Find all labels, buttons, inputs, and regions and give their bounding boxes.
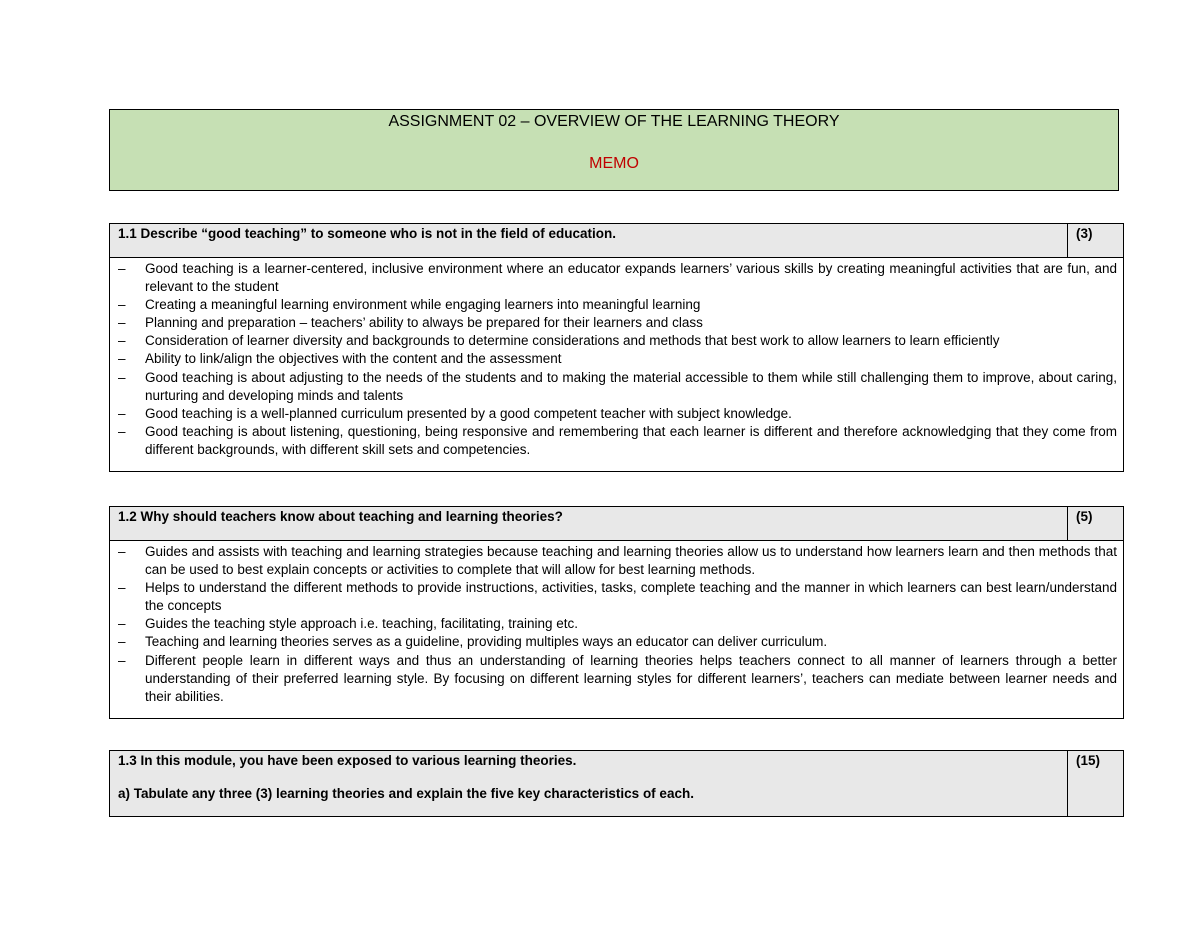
question-1-2-text: 1.2 Why should teachers know about teaching and learning theories?	[118, 509, 563, 524]
question-1-1-table	[109, 223, 1124, 472]
bullet-dash: –	[118, 297, 126, 313]
answer-item: – Good teaching is a learner-centered, inclusive environment where an educator expands learners’ various skills by creating meaningful activities that are fun, and relevant to the student	[118, 261, 1117, 295]
question-1-1-header	[110, 224, 1123, 258]
question-1-1-text: 1.1 Describe “good teaching” to someone who is not in the field of education.	[118, 226, 617, 241]
answer-item: – Different people learn in different ways and thus an understanding of learning theories helps teachers connect to all manner of learners through a better understanding of their preferred learning style. By focusing on different learning styles for different learners’, teachers can mediate between learner needs and their abilities.	[118, 652, 1117, 704]
bullet-dash: –	[118, 423, 126, 439]
bullet-dash: –	[118, 580, 126, 596]
question-1-1-answers	[110, 258, 1123, 471]
question-1-2-answers	[110, 541, 1123, 718]
answer-item: – Planning and preparation – teachers’ ability to always be prepared for their learners and class	[116, 314, 1117, 332]
bullet-dash: –	[118, 333, 126, 349]
answer-item: – Good teaching is about adjusting to the needs of the students and to making the material accessible to them while still challenging them to improve, about caring, nurturing and developing minds and talents	[118, 369, 1117, 403]
answer-item: – Ability to link/align the objectives with the content and the assessment	[116, 350, 1117, 368]
question-1-1-marks: (3)	[1067, 224, 1123, 257]
question-1-3-table	[109, 750, 1124, 817]
question-1-3-subprompt: a) Tabulate any three (3) learning theories and explain the five key characteristics of each.	[118, 786, 694, 801]
question-1-3-text	[110, 751, 1067, 816]
question-1-3-prompt: 1.3 In this module, you have been exposed to various learning theories.	[118, 753, 577, 768]
question-1-2-header	[110, 507, 1123, 541]
answer-item: – Consideration of learner diversity and backgrounds to determine considerations and methods that best work to allow learners to learn efficiently	[116, 332, 1117, 350]
question-1-3-header	[110, 751, 1123, 816]
bullet-dash: –	[118, 351, 126, 367]
bullet-dash: –	[118, 405, 126, 421]
answer-item: – Helps to understand the different methods to provide instructions, activities, tasks, complete teaching and the manner in which learners can best learn/understand the concepts	[118, 580, 1117, 614]
bullet-dash: –	[118, 616, 126, 632]
bullet-dash: –	[118, 315, 126, 331]
memo-label: MEMO	[589, 155, 639, 172]
answer-item: – Guides the teaching style approach i.e. teaching, facilitating, training etc.	[116, 615, 1117, 633]
question-1-2-table	[109, 506, 1124, 719]
assignment-title-box	[109, 109, 1119, 191]
answer-item: – Good teaching is about listening, questioning, being responsive and remembering that each learner is different and therefore acknowledging that they come from different backgrounds, with different skill sets and competencies.	[118, 423, 1117, 457]
bullet-dash: –	[118, 652, 126, 668]
answer-item: – Guides and assists with teaching and learning strategies because teaching and learning theories allow us to understand how learners learn and then methods that can be used to best explain concepts or activities to complete that will allow for best learning methods.	[118, 544, 1117, 578]
assignment-title: ASSIGNMENT 02 – OVERVIEW OF THE LEARNING THEORY	[388, 113, 840, 130]
bullet-dash: –	[118, 544, 126, 559]
answer-item: – Good teaching is a well-planned curriculum presented by a good competent teacher with subject knowledge.	[116, 405, 1117, 423]
question-1-2-marks: (5)	[1067, 507, 1123, 540]
bullet-dash: –	[118, 369, 126, 385]
bullet-dash: –	[118, 261, 126, 276]
question-1-3-marks: (15)	[1067, 751, 1123, 816]
bullet-dash: –	[118, 634, 126, 650]
answer-item: – Teaching and learning theories serves as a guideline, providing multiples ways an educator can deliver curriculum.	[116, 633, 1117, 651]
answer-item: – Creating a meaningful learning environment while engaging learners into meaningful learning	[116, 296, 1117, 314]
